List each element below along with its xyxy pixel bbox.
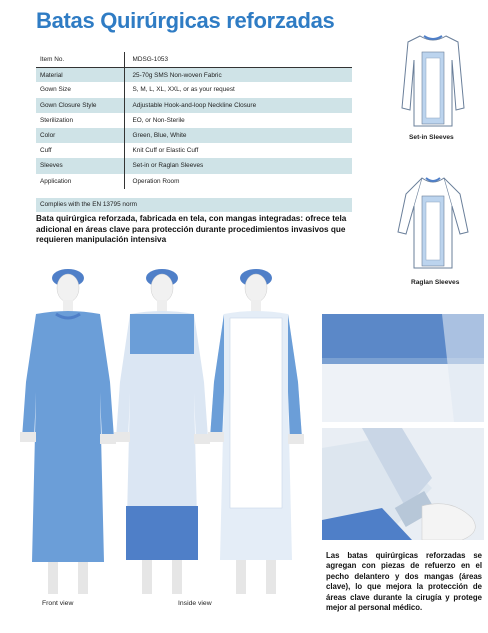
spec-value: MDSG-1053 bbox=[124, 52, 352, 67]
set-in-sleeves-caption: Set-in Sleeves bbox=[409, 134, 454, 141]
fabric-closeup-photo bbox=[322, 314, 484, 422]
table-row bbox=[36, 174, 352, 189]
raglan-sleeves-caption: Raglan Sleeves bbox=[411, 279, 460, 286]
front-view-caption: Front view bbox=[42, 600, 74, 607]
table-row bbox=[36, 52, 352, 67]
reinforcement-description: Las batas quirúrgicas reforzadas se agregan con piezas de refuerzo en el pecho delantero y dos mangas (áreas clave), lo que mejora la protección de áreas clave durante la cirugía y protege mejor al personal médico. bbox=[326, 551, 482, 613]
spec-key: Gown Size bbox=[40, 86, 71, 94]
table-row bbox=[36, 82, 352, 97]
table-row bbox=[36, 67, 352, 82]
gown-mannequins-photo bbox=[6, 262, 318, 598]
spec-key: Gown Closure Style bbox=[36, 98, 124, 113]
inside-view-caption: Inside view bbox=[178, 600, 212, 607]
spec-value: EO, or Non-Sterile bbox=[124, 113, 352, 128]
spec-key: Color bbox=[36, 128, 124, 143]
spec-value: Operation Room bbox=[124, 174, 352, 189]
spec-key: Sterilization bbox=[40, 116, 74, 124]
spec-value: S, M, L, XL, XXL, or as your request bbox=[124, 82, 352, 97]
raglan-sleeves-illustration bbox=[396, 172, 470, 272]
spec-table bbox=[36, 52, 352, 189]
spec-key: Sleeves bbox=[36, 158, 124, 173]
intro-paragraph: Bata quirúrgica reforzada, fabricada en tela, con mangas integradas: ofrece tela adicional en áreas clave para protección durante procedimientos invasivos que requieren manipulación intensiva bbox=[36, 214, 347, 244]
spec-key: Material bbox=[36, 67, 124, 82]
spec-value: Adjustable Hook-and-loop Neckline Closure bbox=[124, 98, 352, 113]
spec-key: Cuff bbox=[40, 147, 52, 155]
spec-footer-note: Complies with the EN 13795 norm bbox=[36, 198, 352, 212]
page-title: Batas Quirúrgicas reforzadas bbox=[36, 8, 335, 33]
spec-value: 25-70g SMS Non-woven Fabric bbox=[124, 67, 352, 82]
cuff-closeup-photo bbox=[322, 428, 484, 540]
table-row bbox=[36, 143, 352, 158]
table-row bbox=[36, 128, 352, 143]
spec-value: Knit Cuff or Elastic Cuff bbox=[124, 143, 352, 158]
spec-value: Green, Blue, White bbox=[124, 128, 352, 143]
table-row bbox=[36, 98, 352, 113]
table-row bbox=[36, 113, 352, 128]
spec-key: Item No. bbox=[36, 52, 124, 67]
set-in-sleeves-illustration bbox=[398, 30, 468, 130]
spec-value: Set-in or Raglan Sleeves bbox=[124, 158, 352, 173]
table-row bbox=[36, 158, 352, 173]
spec-key: Application bbox=[40, 177, 72, 185]
